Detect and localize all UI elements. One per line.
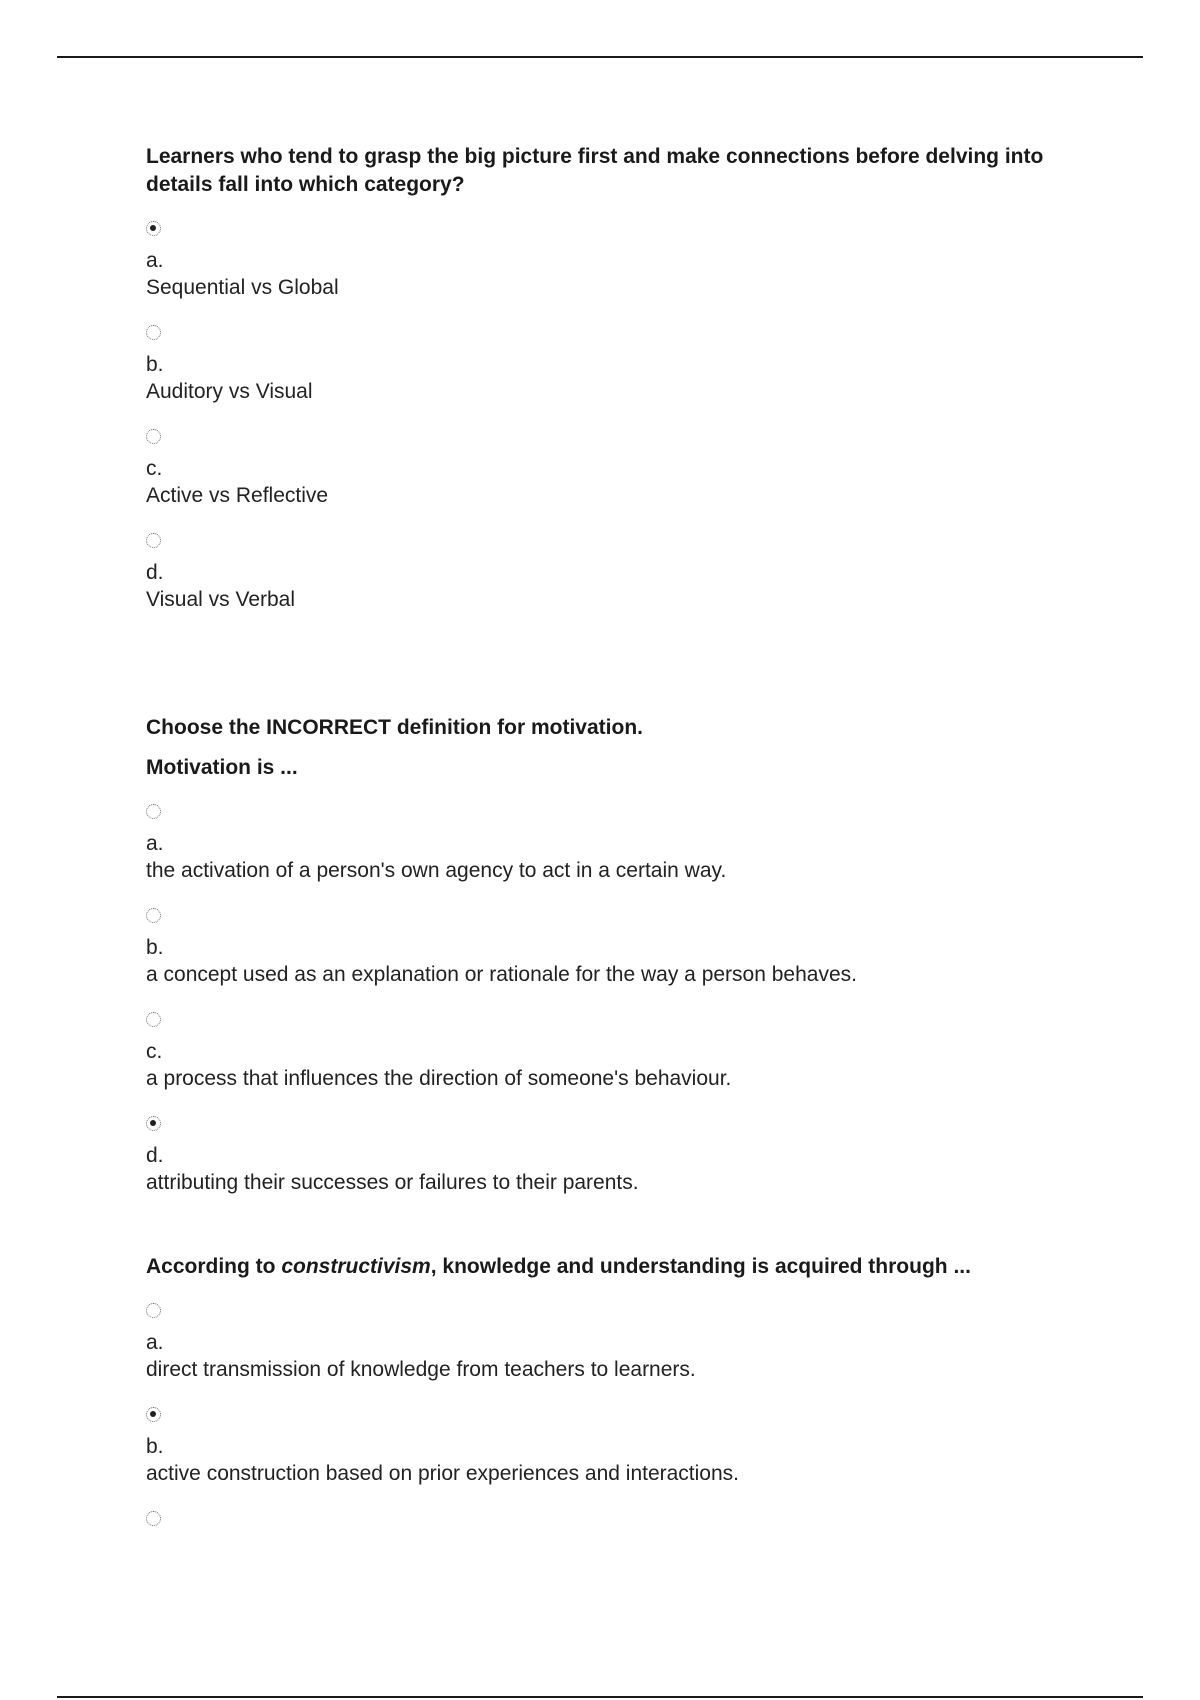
option-text: a process that influences the direction of someone's behaviour. [146, 1067, 732, 1090]
radio-2a[interactable] [146, 804, 161, 819]
radio-1b[interactable] [146, 325, 161, 340]
question-1 [146, 143, 1046, 636]
radio-2d[interactable] [146, 1116, 161, 1131]
quiz-content [146, 143, 1046, 1614]
option-letter: c. [146, 1040, 163, 1063]
question-3-text [146, 1253, 1046, 1281]
option-letter: d. [146, 1144, 164, 1167]
question-3-emphasis: constructivism [281, 1255, 431, 1278]
option-text: a concept used as an explanation or rationale for the way a person behaves. [146, 963, 857, 986]
option-text: Auditory vs Visual [146, 380, 313, 403]
option-letter: d. [146, 561, 164, 584]
question-2 [146, 714, 1046, 1219]
option-2d[interactable] [146, 1116, 1046, 1219]
option-3b[interactable] [146, 1407, 1046, 1510]
option-text: Visual vs Verbal [146, 588, 296, 611]
option-text: the activation of a person's own agency to act in a certain way. [146, 859, 727, 882]
question-2-options [146, 804, 1046, 1219]
option-letter: c. [146, 457, 163, 480]
option-text: Sequential vs Global [146, 276, 339, 299]
option-3c[interactable] [146, 1511, 1046, 1614]
question-1-text: Learners who tend to grasp the big picture first and make connections before delving into details fall into which category? [146, 145, 1044, 196]
question-1-options [146, 221, 1046, 636]
option-letter: a. [146, 1331, 164, 1354]
option-text: Active vs Reflective [146, 484, 329, 507]
question-2-text: Choose the INCORRECT definition for motivation. [146, 716, 643, 739]
radio-1d[interactable] [146, 533, 161, 548]
option-text: active construction based on prior experiences and interactions. [146, 1462, 740, 1485]
option-letter: a. [146, 249, 164, 272]
question-3 [146, 1253, 1046, 1614]
question-2-stem: Motivation is ... [146, 756, 298, 779]
option-1b[interactable] [146, 325, 1046, 428]
option-3a[interactable] [146, 1303, 1046, 1406]
option-letter: b. [146, 1435, 164, 1458]
radio-2b[interactable] [146, 908, 161, 923]
option-2b[interactable] [146, 908, 1046, 1011]
radio-1c[interactable] [146, 429, 161, 444]
top-rule [57, 56, 1143, 58]
option-1d[interactable] [146, 533, 1046, 636]
option-text: direct transmission of knowledge from teachers to learners. [146, 1358, 696, 1381]
option-letter: a. [146, 832, 164, 855]
question-3-options [146, 1303, 1046, 1614]
question-3-suffix: , knowledge and understanding is acquired through ... [430, 1255, 971, 1278]
option-text: attributing their successes or failures to their parents. [146, 1171, 639, 1194]
bottom-rule [57, 1696, 1143, 1698]
radio-3c[interactable] [146, 1511, 161, 1526]
option-letter: b. [146, 936, 164, 959]
option-1a[interactable] [146, 221, 1046, 324]
option-1c[interactable] [146, 429, 1046, 532]
option-2a[interactable] [146, 804, 1046, 907]
option-letter: b. [146, 353, 164, 376]
radio-3a[interactable] [146, 1303, 161, 1318]
question-3-prefix: According to [146, 1255, 282, 1278]
radio-3b[interactable] [146, 1407, 161, 1422]
radio-2c[interactable] [146, 1012, 161, 1027]
option-2c[interactable] [146, 1012, 1046, 1115]
radio-1a[interactable] [146, 221, 161, 236]
